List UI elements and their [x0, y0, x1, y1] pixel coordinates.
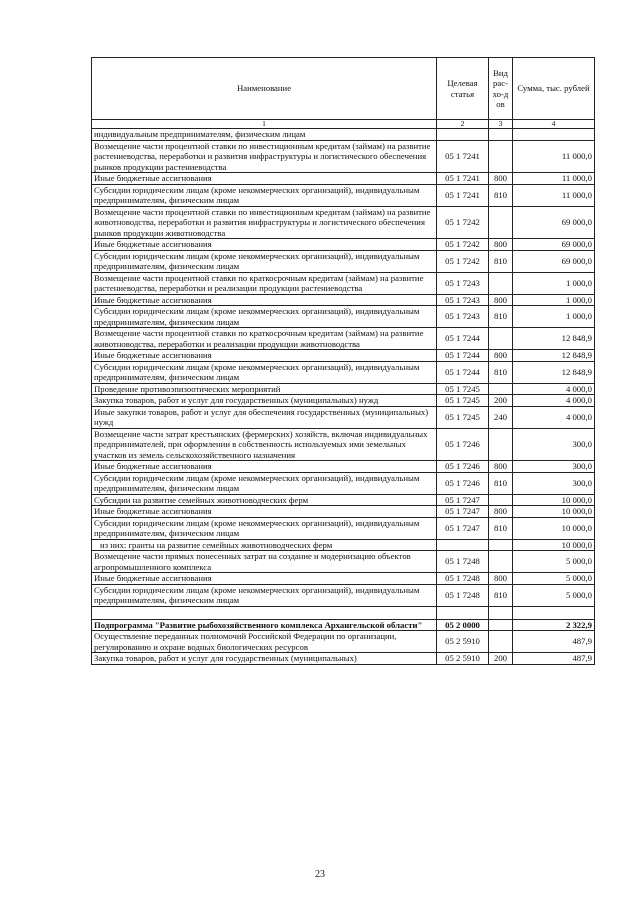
- row-code-cell: 05 1 7247: [437, 494, 489, 506]
- table-row: [92, 129, 595, 141]
- table-row: [92, 551, 595, 573]
- row-code-cell: 05 1 7244: [437, 361, 489, 383]
- row-sum-cell: 300,0: [513, 472, 595, 494]
- row-kind-cell: [489, 428, 513, 461]
- row-kind-cell: 800: [489, 573, 513, 585]
- table-row: [92, 239, 595, 251]
- document-page: [91, 57, 594, 665]
- row-name-cell: Закупка товаров, работ и услуг для государственных (муниципальных): [92, 653, 437, 665]
- table-row: [92, 306, 595, 328]
- table-row: [92, 573, 595, 585]
- row-sum-cell: 487,9: [513, 653, 595, 665]
- row-sum-cell: 12 848,9: [513, 328, 595, 350]
- column-index: 1: [92, 120, 437, 129]
- row-code-cell: 05 1 7247: [437, 517, 489, 539]
- row-kind-cell: 800: [489, 239, 513, 251]
- header-name: Наименование: [92, 58, 437, 120]
- row-code-cell: 05 1 7244: [437, 328, 489, 350]
- row-name-cell: Субсидии юридическим лицам (кроме некоммерческих организаций), индивидуальным предпринимателям, физическим лицам: [92, 517, 437, 539]
- row-sum-cell: 10 000,0: [513, 506, 595, 518]
- row-sum-cell: 10 000,0: [513, 517, 595, 539]
- row-sum-cell: 12 848,9: [513, 361, 595, 383]
- row-name-cell: Иные бюджетные ассигнования: [92, 573, 437, 585]
- row-kind-cell: [489, 494, 513, 506]
- header-kind: Вид рас-хо-дов: [489, 58, 513, 120]
- row-code-cell: 05 1 7243: [437, 272, 489, 294]
- row-code-cell: [437, 539, 489, 551]
- column-index: 2: [437, 120, 489, 129]
- row-sum-cell: 10 000,0: [513, 494, 595, 506]
- row-sum-cell: 5 000,0: [513, 573, 595, 585]
- row-sum-cell: 4 000,0: [513, 395, 595, 407]
- row-sum-cell: 1 000,0: [513, 306, 595, 328]
- table-row: [92, 606, 595, 619]
- row-sum-cell: 4 000,0: [513, 406, 595, 428]
- row-kind-cell: [489, 272, 513, 294]
- row-kind-cell: [489, 619, 513, 631]
- row-kind-cell: 810: [489, 250, 513, 272]
- table-row: [92, 584, 595, 606]
- row-name-cell: индивидуальным предпринимателям, физическим лицам: [92, 129, 437, 141]
- row-name-cell: Иные бюджетные ассигнования: [92, 294, 437, 306]
- column-index: 4: [513, 120, 595, 129]
- row-name-cell: Иные бюджетные ассигнования: [92, 506, 437, 518]
- table-row: [92, 406, 595, 428]
- table-row: [92, 361, 595, 383]
- table-row: [92, 619, 595, 631]
- row-name-cell: Иные бюджетные ассигнования: [92, 350, 437, 362]
- table-row: [92, 461, 595, 473]
- row-code-cell: 05 1 7241: [437, 173, 489, 185]
- row-kind-cell: 800: [489, 294, 513, 306]
- row-name-cell: Возмещение части затрат крестьянских (фермерских) хозяйств, включая индивидуальных предпринимателей, при оформлении в собственность используемых ими земельных участков из земель сельскохозяйственного назначения: [92, 428, 437, 461]
- table-row: [92, 206, 595, 239]
- row-name-cell: Проведение противоэпизоотических мероприятий: [92, 383, 437, 395]
- row-code-cell: 05 1 7248: [437, 584, 489, 606]
- row-sum-cell: 69 000,0: [513, 206, 595, 239]
- row-name-cell: [92, 606, 437, 619]
- table-row: [92, 272, 595, 294]
- row-name-cell: из них: гранты на развитие семейных животноводческих ферм: [92, 539, 437, 551]
- row-code-cell: 05 1 7242: [437, 239, 489, 251]
- table-body: [92, 129, 595, 665]
- table-row: [92, 383, 595, 395]
- row-sum-cell: 4 000,0: [513, 383, 595, 395]
- row-code-cell: [437, 129, 489, 141]
- row-kind-cell: [489, 606, 513, 619]
- row-name-cell: Иные бюджетные ассигнования: [92, 239, 437, 251]
- row-kind-cell: [489, 383, 513, 395]
- row-code-cell: 05 1 7241: [437, 140, 489, 173]
- row-code-cell: 05 1 7241: [437, 184, 489, 206]
- row-sum-cell: 300,0: [513, 428, 595, 461]
- row-kind-cell: 810: [489, 184, 513, 206]
- row-kind-cell: [489, 551, 513, 573]
- row-kind-cell: [489, 539, 513, 551]
- table-row: [92, 350, 595, 362]
- row-name-cell: Иные бюджетные ассигнования: [92, 461, 437, 473]
- table-row: [92, 494, 595, 506]
- table-row: [92, 184, 595, 206]
- row-sum-cell: 11 000,0: [513, 173, 595, 185]
- row-kind-cell: 200: [489, 395, 513, 407]
- row-kind-cell: 200: [489, 653, 513, 665]
- row-sum-cell: 1 000,0: [513, 294, 595, 306]
- row-kind-cell: [489, 328, 513, 350]
- table-row: [92, 506, 595, 518]
- header-code: Целевая статья: [437, 58, 489, 120]
- row-name-cell: Возмещение части процентной ставки по инвестиционным кредитам (займам) на развитие растениеводства, переработки и развития инфраструктуры и логистического обеспечения рынков продукции растениеводства: [92, 140, 437, 173]
- row-kind-cell: 800: [489, 173, 513, 185]
- table-row: [92, 250, 595, 272]
- row-sum-cell: 300,0: [513, 461, 595, 473]
- row-kind-cell: 810: [489, 306, 513, 328]
- row-code-cell: 05 1 7246: [437, 461, 489, 473]
- row-code-cell: 05 1 7248: [437, 551, 489, 573]
- row-name-cell: Возмещение части процентной ставки по инвестиционным кредитам (займам) на развитие животноводства, переработки и развития инфраструктуры и логистического обеспечения рынков продукции животноводства: [92, 206, 437, 239]
- row-sum-cell: 5 000,0: [513, 584, 595, 606]
- row-kind-cell: 810: [489, 472, 513, 494]
- row-sum-cell: [513, 606, 595, 619]
- header-sum: Сумма, тыс. рублей: [513, 58, 595, 120]
- row-kind-cell: [489, 206, 513, 239]
- row-kind-cell: [489, 140, 513, 173]
- column-index: 3: [489, 120, 513, 129]
- row-code-cell: 05 1 7243: [437, 294, 489, 306]
- page-number: 23: [315, 869, 325, 880]
- budget-table: [91, 57, 595, 665]
- row-code-cell: 05 1 7245: [437, 383, 489, 395]
- table-row: [92, 472, 595, 494]
- row-sum-cell: 1 000,0: [513, 272, 595, 294]
- row-sum-cell: 69 000,0: [513, 250, 595, 272]
- row-code-cell: 05 1 7246: [437, 472, 489, 494]
- row-name-cell: Субсидии юридическим лицам (кроме некоммерческих организаций), индивидуальным предпринимателям, физическим лицам: [92, 361, 437, 383]
- row-code-cell: 05 1 7246: [437, 428, 489, 461]
- table-row: [92, 395, 595, 407]
- table-row: [92, 140, 595, 173]
- table-row: [92, 294, 595, 306]
- row-code-cell: 05 1 7243: [437, 306, 489, 328]
- row-kind-cell: 810: [489, 361, 513, 383]
- table-row: [92, 539, 595, 551]
- row-sum-cell: 11 000,0: [513, 140, 595, 173]
- row-sum-cell: [513, 129, 595, 141]
- row-sum-cell: 5 000,0: [513, 551, 595, 573]
- row-kind-cell: 800: [489, 506, 513, 518]
- table-row: [92, 328, 595, 350]
- row-kind-cell: [489, 129, 513, 141]
- row-code-cell: 05 1 7245: [437, 406, 489, 428]
- row-name-cell: Иные бюджетные ассигнования: [92, 173, 437, 185]
- row-kind-cell: 800: [489, 461, 513, 473]
- row-sum-cell: 69 000,0: [513, 239, 595, 251]
- row-name-cell: Возмещение части процентной ставки по краткосрочным кредитам (займам) на развитие растениеводства, переработки и реализации продукции растениеводства: [92, 272, 437, 294]
- row-code-cell: 05 1 7247: [437, 506, 489, 518]
- row-kind-cell: 810: [489, 517, 513, 539]
- table-row: [92, 517, 595, 539]
- row-code-cell: 05 1 7248: [437, 573, 489, 585]
- row-name-cell: Субсидии на развитие семейных животноводческих ферм: [92, 494, 437, 506]
- row-code-cell: 05 1 7242: [437, 206, 489, 239]
- row-code-cell: 05 2 5910: [437, 653, 489, 665]
- row-name-cell: Субсидии юридическим лицам (кроме некоммерческих организаций), индивидуальным предпринимателям, физическим лицам: [92, 584, 437, 606]
- row-name-cell: Иные закупки товаров, работ и услуг для обеспечения государственных (муниципальных) нужд: [92, 406, 437, 428]
- row-name-cell: Закупка товаров, работ и услуг для государственных (муниципальных) нужд: [92, 395, 437, 407]
- row-name-cell: Подпрограмма "Развитие рыбохозяйственного комплекса Архангельской области": [92, 619, 437, 631]
- row-sum-cell: 11 000,0: [513, 184, 595, 206]
- row-name-cell: Возмещение части прямых понесенных затрат на создание и модернизацию объектов агропромышленного комплекса: [92, 551, 437, 573]
- row-code-cell: 05 2 0000: [437, 619, 489, 631]
- row-name-cell: Возмещение части процентной ставки по краткосрочным кредитам (займам) на развитие животноводства, переработки и реализации продукции животноводства: [92, 328, 437, 350]
- row-code-cell: 05 2 5910: [437, 631, 489, 653]
- table-header-row: [92, 58, 595, 120]
- row-kind-cell: 240: [489, 406, 513, 428]
- row-name-cell: Субсидии юридическим лицам (кроме некоммерческих организаций), индивидуальным предпринимателям, физическим лицам: [92, 250, 437, 272]
- row-code-cell: 05 1 7242: [437, 250, 489, 272]
- column-index-row: [92, 120, 595, 129]
- row-code-cell: [437, 606, 489, 619]
- row-sum-cell: 12 848,9: [513, 350, 595, 362]
- row-name-cell: Субсидии юридическим лицам (кроме некоммерческих организаций), индивидуальным предпринимателям, физическим лицам: [92, 184, 437, 206]
- row-name-cell: Субсидии юридическим лицам (кроме некоммерческих организаций), индивидуальным предпринимателям, физическим лицам: [92, 472, 437, 494]
- row-code-cell: 05 1 7244: [437, 350, 489, 362]
- row-kind-cell: 810: [489, 584, 513, 606]
- table-row: [92, 653, 595, 665]
- table-row: [92, 173, 595, 185]
- row-sum-cell: 487,9: [513, 631, 595, 653]
- row-kind-cell: [489, 631, 513, 653]
- table-row: [92, 428, 595, 461]
- row-code-cell: 05 1 7245: [437, 395, 489, 407]
- row-sum-cell: 10 000,0: [513, 539, 595, 551]
- table-row: [92, 631, 595, 653]
- row-name-cell: Субсидии юридическим лицам (кроме некоммерческих организаций), индивидуальным предпринимателям, физическим лицам: [92, 306, 437, 328]
- row-sum-cell: 2 322,9: [513, 619, 595, 631]
- row-kind-cell: 800: [489, 350, 513, 362]
- row-name-cell: Осуществление переданных полномочий Российской Федерации по организации, регулированию и охране водных биологических ресурсов: [92, 631, 437, 653]
